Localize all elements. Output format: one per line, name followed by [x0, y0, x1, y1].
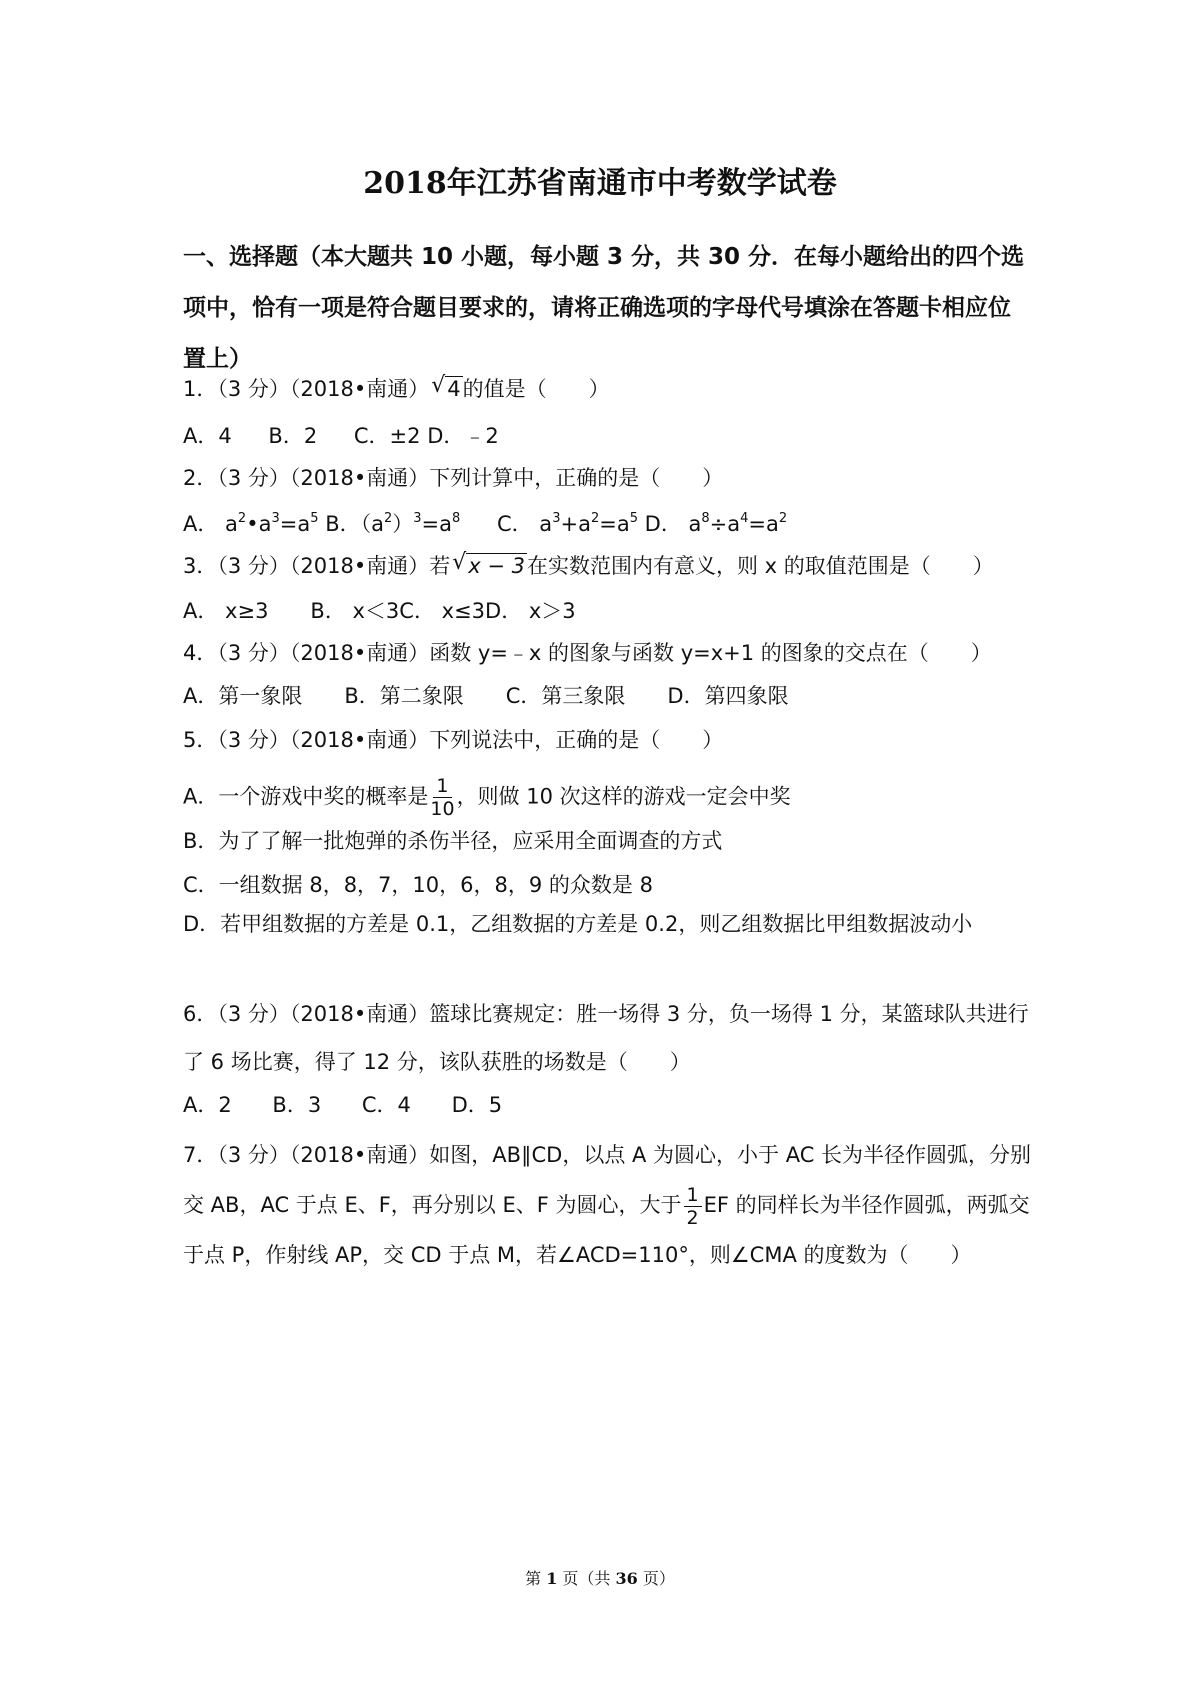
question-5-option-d: D．若甲组数据的方差是 0.1，乙组数据的方差是 0.2，则乙组数据比甲组数据波动小 — [183, 912, 973, 936]
question-1-options — [183, 421, 499, 451]
page-footer: 第 1 页（共 36 页） — [525, 1569, 675, 1588]
question-1-stem: 1．（3 分）（2018•南通） √ 4的值是（ ） — [183, 374, 610, 404]
option-c: C． $a^3+a^2=a^5$ — [496, 511, 638, 536]
option-c: C．4 — [361, 1093, 411, 1117]
page-total: 36 — [615, 1569, 638, 1588]
fraction: $\frac{1}{2}$ — [684, 1184, 702, 1229]
question-3-options: A． x≥3 B． x＜3C． x≤3D． x＞3 — [183, 599, 576, 623]
question-5-option-b: B．为了了解一批炮弹的杀伤半径，应采用全面调查的方式 — [183, 829, 723, 853]
fraction: $\frac{1}{10}$ — [430, 775, 455, 820]
option-a: A．4 — [183, 424, 232, 448]
question-5-stem: 5．（3 分）（2018•南通）下列说法中，正确的是（ ） — [183, 728, 724, 752]
question-5-option-c: C．一组数据 8，8，7，10，6，8，9 的众数是 8 — [183, 873, 653, 897]
option-b: B．3 — [272, 1093, 322, 1117]
question-6-stem: 6．（3 分）（2018•南通）篮球比赛规定：胜一场得 3 分，负一场得 1 分，某篮球队共进行了 6 场比赛，得了 12 分，该队获胜的场数是（ ） — [183, 1002, 1029, 1074]
sqrt-symbol: √ 4 — [431, 373, 461, 401]
question-6-options — [183, 1090, 502, 1120]
question-4-options: A．第一象限 B．第二象限 C．第三象限 D．第四象限 — [183, 684, 789, 708]
section-header: 一、选择题（本大题共 10 小题，每小题 3 分，共 30 分．在每小题给出的四个选项中，恰有一项是符合题目要求的，请将正确选项的字母代号填涂在答题卡相应位置上） — [183, 244, 1025, 372]
option-b: B．2 — [268, 424, 318, 448]
sqrt-symbol: √ x − 3 — [452, 550, 525, 578]
option-d: D．﹣2 — [427, 424, 499, 448]
option-d: D．5 — [451, 1093, 503, 1117]
question-2-stem: 2．（3 分）（2018•南通）下列计算中，正确的是（ ） — [183, 466, 724, 490]
option-a: A．2 — [183, 1093, 232, 1117]
option-d: D． $a^8\div a^4=a^2$ — [644, 511, 788, 536]
option-b: B．$(a^2)^3=a^8$ — [325, 511, 461, 536]
question-4-stem: 4．（3 分）（2018•南通）函数 y=﹣x 的图象与函数 y=x+1 的图象的交点在（ ） — [183, 641, 992, 665]
option-c: C．±2 — [353, 424, 421, 448]
page-title: 2018年江苏省南通市中考数学试卷 — [363, 166, 837, 201]
question-5-option-a: A．一个游戏中奖的概率是 $\frac{1}{10}$ ，则做 10 次这样的游戏一定会中奖 — [183, 775, 791, 820]
question-3-stem: 3．（3 分）（2018•南通）若 √ x − 3在实数范围内有意义，则 x 的取值范围是（ ） — [183, 551, 994, 581]
option-a: A． $a^2•a^3=a^5$ — [183, 511, 319, 536]
page-number: 1 — [546, 1569, 558, 1588]
question-7-stem: 7．（3 分）（2018•南通）如图，AB∥CD，以点 A 为圆心，小于 AC 长为半径作圆弧，分别交 AB，AC 于点 E、F，再分别以 E、F 为圆心，大于 $\frac{1}{2}$ EF 的同样长为半径作圆弧，两弧交于点 P，作射线 AP，交 CD 于点 M，若∠ACD=110°，则∠CMA 的度数为（ ） — [183, 1143, 1032, 1267]
question-2-options — [183, 509, 787, 539]
